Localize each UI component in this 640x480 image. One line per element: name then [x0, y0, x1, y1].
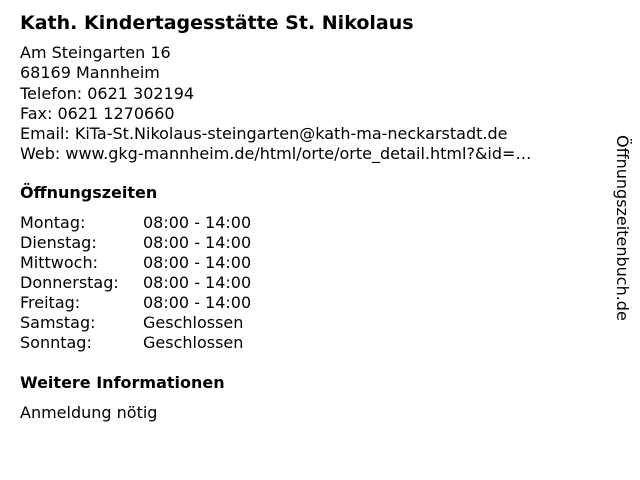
opening-hours-heading: Öffnungszeiten — [20, 183, 158, 202]
hours-day: Montag: — [20, 213, 86, 232]
hours-time: 08:00 - 14:00 — [143, 213, 252, 232]
hours-time: Geschlossen — [143, 333, 244, 352]
brand-watermark: Öffnungszeitenbuch.de — [613, 135, 632, 321]
hours-time: 08:00 - 14:00 — [143, 253, 252, 272]
email-text: Email: KiTa-St.Nikolaus-steingarten@kath-ma-neckarstadt.de — [20, 124, 508, 144]
street-text: Am Steingarten 16 — [20, 43, 171, 62]
hours-row-wednesday — [20, 253, 320, 273]
hours-row-saturday — [20, 313, 320, 333]
hours-day: Dienstag: — [20, 233, 97, 252]
opening-hours-table — [20, 213, 320, 353]
fax-text: Fax: 0621 1270660 — [20, 103, 175, 123]
address-block — [20, 43, 531, 165]
hours-day: Donnerstag: — [20, 273, 119, 292]
web-text: Web: www.gkg-mannheim.de/html/orte/orte_detail.html?&id=… — [20, 144, 532, 164]
hours-row-tuesday — [20, 233, 320, 253]
phone-text: Telefon: 0621 302194 — [20, 83, 195, 103]
further-info-text: Anmeldung nötig — [20, 403, 158, 422]
hours-day: Mittwoch: — [20, 253, 98, 272]
hours-day: Freitag: — [20, 293, 81, 312]
hours-row-thursday — [20, 273, 320, 293]
hours-day: Sonntag: — [20, 333, 92, 352]
page-title: Kath. Kindertagesstätte St. Nikolaus — [20, 12, 414, 34]
hours-time: 08:00 - 14:00 — [143, 293, 252, 312]
hours-time: Geschlossen — [143, 313, 244, 332]
city-text: 68169 Mannheim — [20, 63, 160, 83]
further-info-heading: Weitere Informationen — [20, 373, 225, 392]
hours-row-friday — [20, 293, 320, 313]
hours-time: 08:00 - 14:00 — [143, 273, 252, 292]
hours-time: 08:00 - 14:00 — [143, 233, 252, 252]
hours-row-monday — [20, 213, 320, 233]
hours-day: Samstag: — [20, 313, 96, 332]
hours-row-sunday — [20, 333, 320, 353]
